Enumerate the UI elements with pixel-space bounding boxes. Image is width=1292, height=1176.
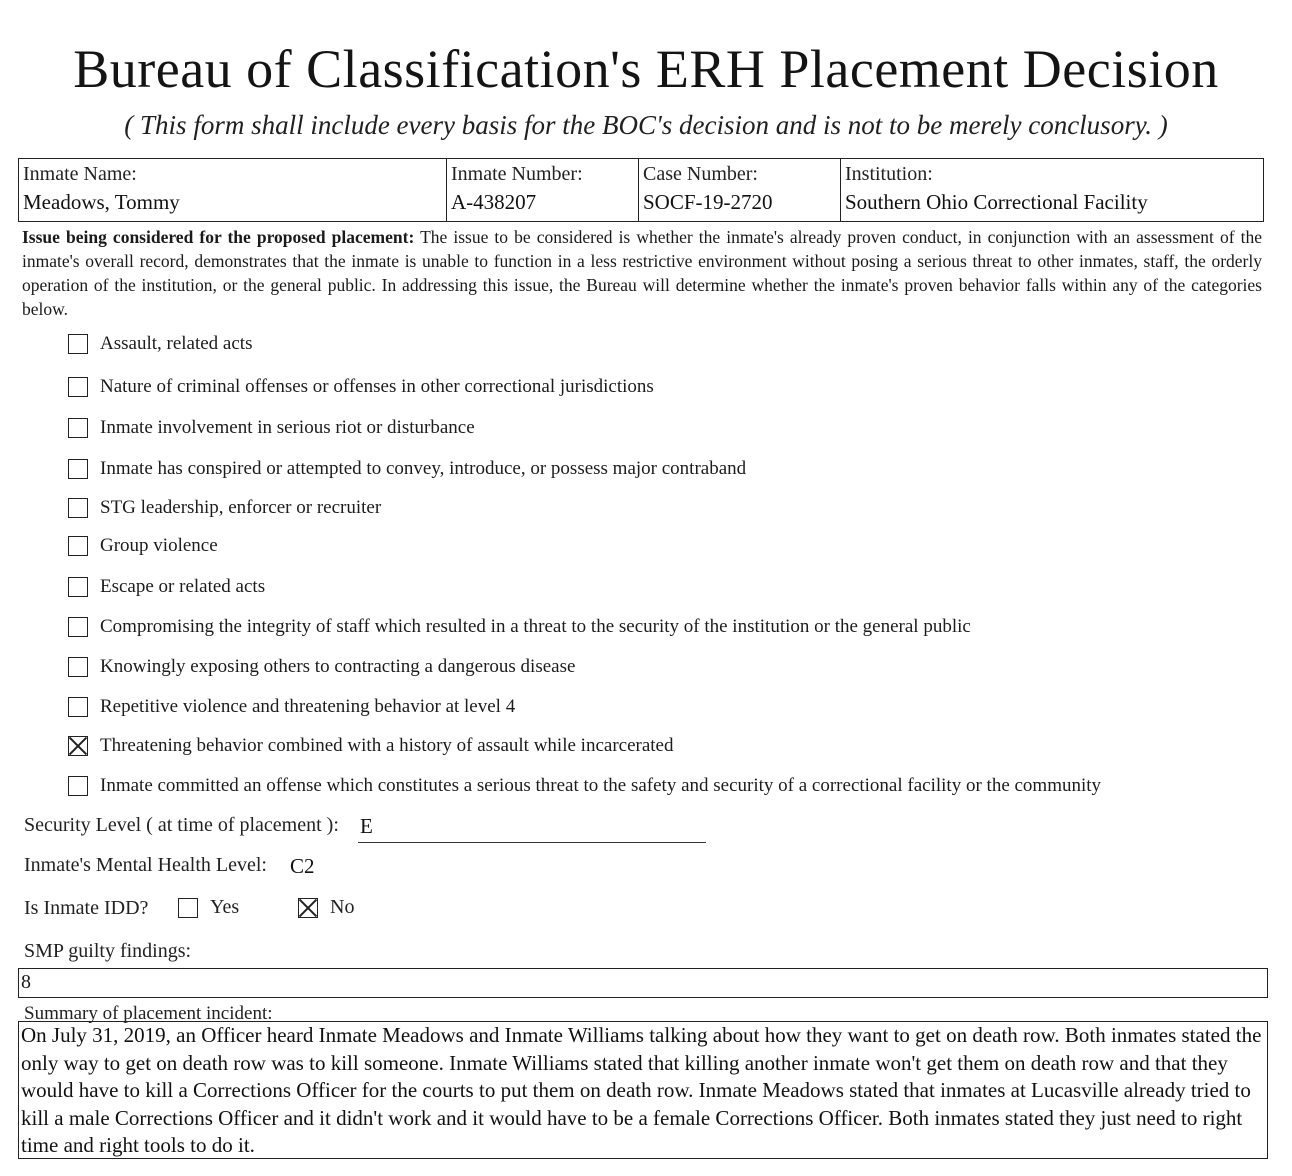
idd-label: Is Inmate IDD? xyxy=(24,897,149,919)
security-level-label: Security Level ( at time of placement ): xyxy=(24,814,339,836)
category-checkbox[interactable] xyxy=(68,377,88,397)
issue-heading: Issue being considered for the proposed placement: xyxy=(22,227,415,247)
inmate-info-table xyxy=(18,158,1264,222)
idd-yes-label: Yes xyxy=(210,896,240,918)
category-label: Nature of criminal offenses or offenses in other correctional jurisdictions xyxy=(100,376,654,397)
form-title: Bureau of Classification's ERH Placement Decision xyxy=(73,39,1219,99)
case-number-label: Case Number: xyxy=(643,163,758,185)
category-label: Assault, related acts xyxy=(100,333,253,354)
category-checkbox[interactable] xyxy=(68,697,88,717)
category-label: Inmate committed an offense which constitutes a serious threat to the safety and security of a correctional facility or the community xyxy=(100,775,1102,796)
inmate-name-label: Inmate Name: xyxy=(23,163,137,185)
category-checkbox[interactable] xyxy=(68,577,88,597)
summary-label: Summary of placement incident: xyxy=(24,1003,273,1024)
mental-health-value: C2 xyxy=(290,854,315,878)
idd-no-checkbox[interactable] xyxy=(298,898,318,918)
category-label: Knowingly exposing others to contracting a dangerous disease xyxy=(100,656,576,677)
security-level-value: E xyxy=(360,814,373,838)
category-checkbox[interactable] xyxy=(68,459,88,479)
idd-yes-option[interactable] xyxy=(178,896,239,919)
category-item[interactable] xyxy=(68,495,381,521)
inmate-name-value: Meadows, Tommy xyxy=(23,190,180,214)
category-checkbox[interactable] xyxy=(68,418,88,438)
idd-no-label: No xyxy=(330,896,355,918)
form-subtitle: ( This form shall include every basis for the BOC's decision and is not to be merely conclusory. ) xyxy=(124,110,1168,140)
category-label: Threatening behavior combined with a history of assault while incarcerated xyxy=(100,735,674,756)
issue-paragraph xyxy=(22,225,1262,321)
category-item[interactable] xyxy=(68,773,1101,799)
category-item[interactable] xyxy=(68,574,265,600)
category-label: Group violence xyxy=(100,535,218,556)
category-checkbox[interactable] xyxy=(68,498,88,518)
category-item[interactable] xyxy=(68,694,515,720)
category-checkbox[interactable] xyxy=(68,736,88,756)
category-item[interactable] xyxy=(68,456,746,482)
inmate-number-label: Inmate Number: xyxy=(451,163,583,185)
idd-no-option[interactable] xyxy=(298,896,354,919)
category-label: Escape or related acts xyxy=(100,576,266,597)
idd-yes-checkbox[interactable] xyxy=(178,898,198,918)
category-checkbox[interactable] xyxy=(68,657,88,677)
inmate-number-value: A-438207 xyxy=(451,190,537,214)
issue-text: The issue to be considered is whether the inmate's already proven conduct, in conjunction with an assessment of the inmate's overall record, demonstrates that the inmate is unable to function in a less restrictive environment without posing a serious threat to other inmates, staff, the orderly operation of the institution, or the general public. In addressing this issue, the Bureau will determine whether the inmate's proven behavior falls within any of the categories below. xyxy=(22,227,1262,319)
category-checkbox[interactable] xyxy=(68,536,88,556)
category-label: Inmate involvement in serious riot or disturbance xyxy=(100,417,475,438)
institution-label: Institution: xyxy=(845,163,933,185)
category-item[interactable] xyxy=(68,614,971,640)
summary-text-field[interactable]: On July 31, 2019, an Officer heard Inmate Meadows and Inmate Williams talking about how they want to get on death row. Both inmates stated the only way to get on death row was to kill someone. Inmate Williams stated that killing another inmate won't get them on death row and that they would have to kill a Corrections Officer for the courts to put them on death row. Inmate Meadows stated that inmates at Lucasville already tried to kill a male Corrections Officer and it didn't work and it would have to be a female Corrections Officer. Both inmates stated they just need to right time and right tools to do it. xyxy=(18,1021,1268,1159)
institution-value: Southern Ohio Correctional Facility xyxy=(845,190,1148,214)
category-checkbox[interactable] xyxy=(68,334,88,354)
category-item[interactable] xyxy=(68,331,252,357)
category-item[interactable] xyxy=(68,654,575,680)
category-item[interactable] xyxy=(68,374,654,400)
security-level-underline xyxy=(358,842,706,843)
category-checkbox[interactable] xyxy=(68,617,88,637)
category-item[interactable] xyxy=(68,415,475,441)
category-label: STG leadership, enforcer or recruiter xyxy=(100,497,382,518)
smp-guilty-findings-field[interactable]: 8 xyxy=(18,968,1268,998)
inmate-name-cell xyxy=(19,159,447,221)
inmate-number-cell xyxy=(447,159,639,221)
category-item[interactable] xyxy=(68,733,674,759)
mental-health-label: Inmate's Mental Health Level: xyxy=(24,854,267,876)
case-number-cell xyxy=(639,159,841,221)
category-label: Compromising the integrity of staff which resulted in a threat to the security of the institution or the general public xyxy=(100,616,971,637)
institution-cell xyxy=(841,159,1263,221)
category-item[interactable] xyxy=(68,533,218,559)
case-number-value: SOCF-19-2720 xyxy=(643,190,773,214)
category-label: Inmate has conspired or attempted to convey, introduce, or possess major contraband xyxy=(100,458,747,479)
category-checkbox[interactable] xyxy=(68,776,88,796)
category-label: Repetitive violence and threatening behavior at level 4 xyxy=(100,696,516,717)
smp-label: SMP guilty findings: xyxy=(24,940,192,962)
